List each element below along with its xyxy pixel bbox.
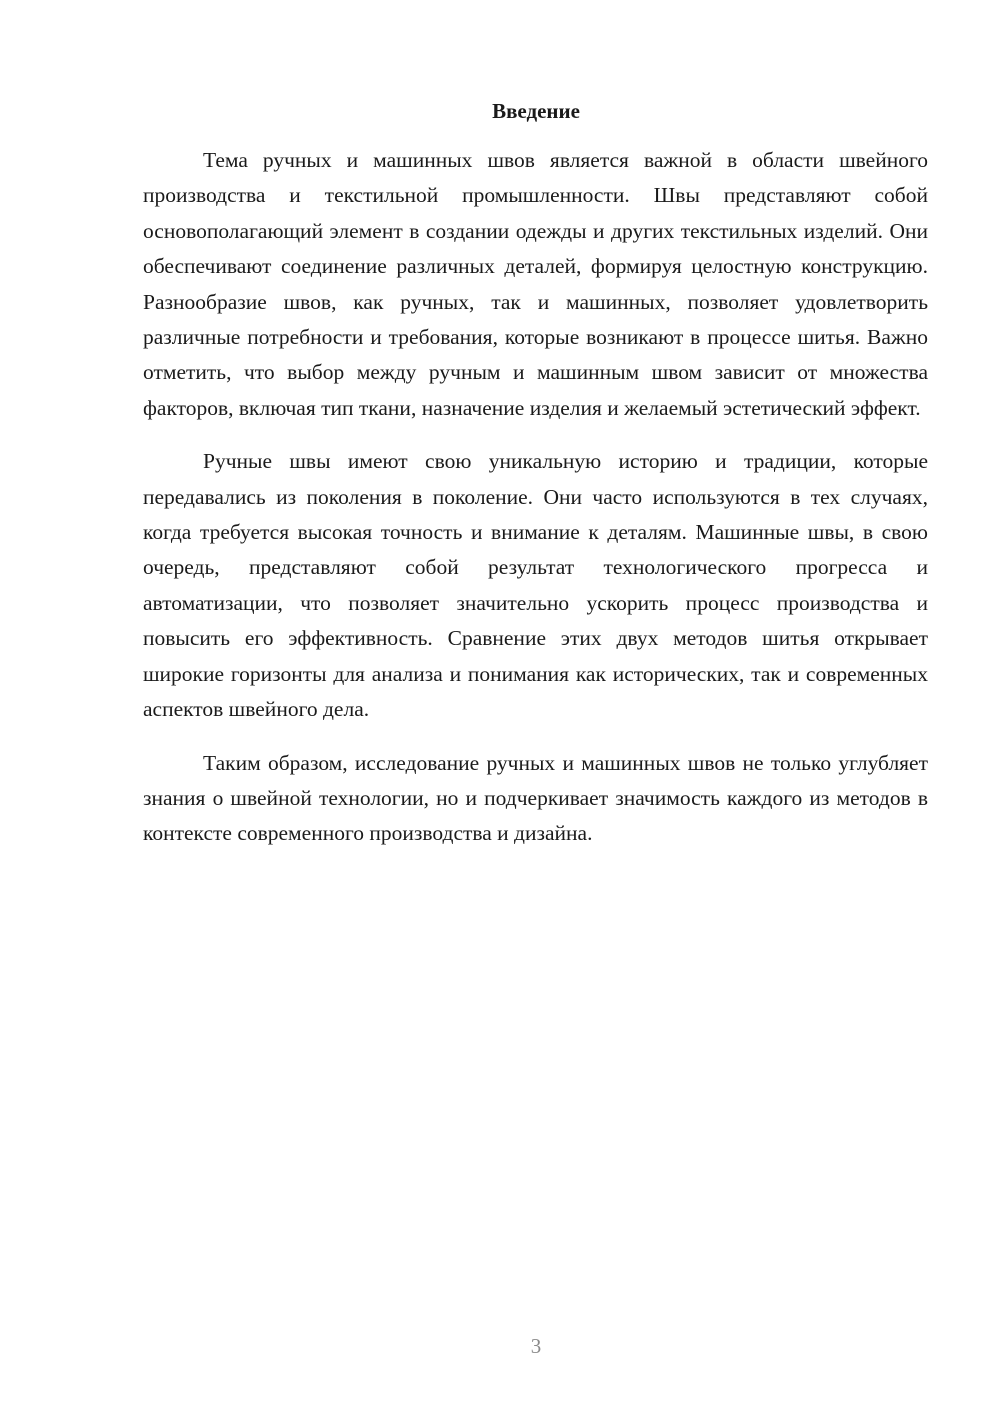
paragraph-2: Ручные швы имеют свою уникальную историю и традиции, которые передавались из поколения в поколение. Они часто используются в тех случаях, когда требуется высокая точность и внимание к деталям. Машинные швы, в свою очередь, представляют собой результат технологического прогресса и автоматизации, что позволяет значительно ускорить процесс производства и повысить его эффективность. Сравнение этих двух методов шитья открывает широкие горизонты для анализа и понимания как исторических, так и современных аспектов швейного дела. (143, 449, 928, 722)
page-number: 3 (530, 1334, 542, 1358)
section-heading: Введение (492, 99, 580, 123)
body-text (143, 143, 928, 870)
paragraph-1: Тема ручных и машинных швов является важной в области швейного производства и текстильной промышленности. Швы представляют собой основополагающий элемент в создании одежды и других текстильных изделий. Они обеспечивают соединение различных деталей, формируя целостную конструкцию. Разнообразие швов, как ручных, так и машинных, позволяет удовлетворить различные потребности и требования, которые возникают в процессе шитья. Важно отметить, что выбор между ручным и машинным швом зависит от множества факторов, включая тип ткани, назначение изделия и желаемый эстетический эффект. (143, 148, 928, 420)
paragraph-3: Таким образом, исследование ручных и машинных швов не только углубляет знания о швейной технологии, но и подчеркивает значимость каждого из методов в контексте современного производства и дизайна. (143, 750, 928, 846)
